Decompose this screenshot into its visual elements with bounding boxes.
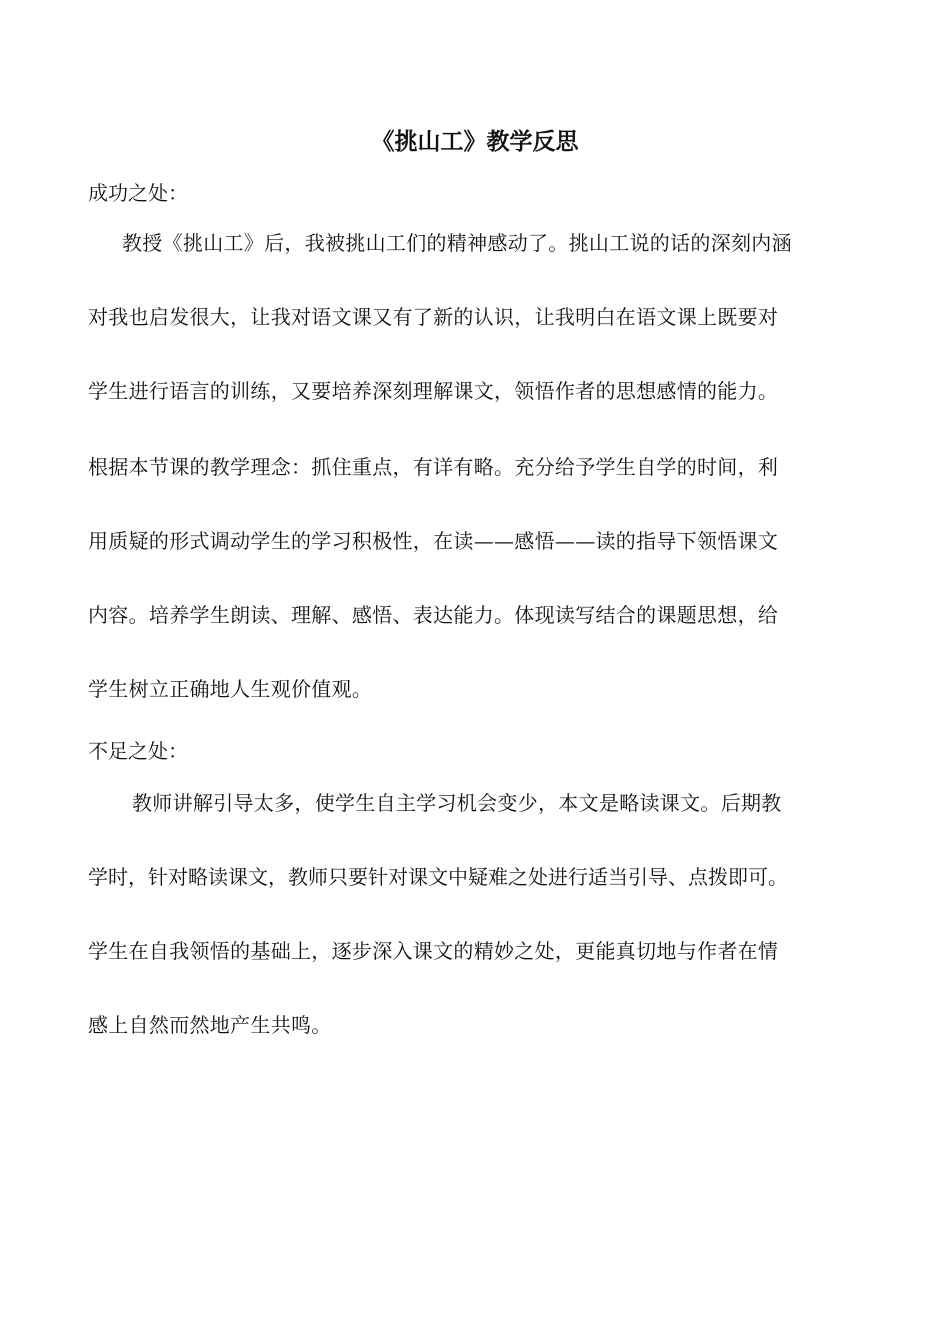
success-line-6: 内容。培养学生朗读、理解、感悟、表达能力。体现读写结合的课题思想，给 xyxy=(88,603,779,627)
shortcoming-line-2: 学时，针对略读课文，教师只要针对课文中疑难之处进行适当引导、点拨即可。 xyxy=(88,865,788,889)
success-line-1: 教授《挑山工》后，我被挑山工们的精神感动了。挑山工说的话的深刻内涵 xyxy=(122,231,792,255)
success-heading: 成功之处： xyxy=(88,181,188,205)
shortcoming-line-1: 教师讲解引导太多，使学生自主学习机会变少，本文是略读课文。后期教 xyxy=(132,791,782,815)
shortcoming-heading: 不足之处： xyxy=(88,739,188,763)
success-line-4: 根据本节课的教学理念：抓住重点，有详有略。充分给予学生自学的时间，利 xyxy=(88,455,779,479)
shortcoming-line-3: 学生在自我领悟的基础上，逐步深入课文的精妙之处，更能真切地与作者在情 xyxy=(88,939,779,963)
success-line-5: 用质疑的形式调动学生的学习积极性，在读——感悟——读的指导下领悟课文 xyxy=(88,529,779,553)
success-line-2: 对我也启发很大，让我对语文课又有了新的认识，让我明白在语文课上既要对 xyxy=(88,305,779,329)
document-title: 《挑山工》教学反思 xyxy=(371,129,579,155)
shortcoming-line-4: 感上自然而然地产生共鸣。 xyxy=(88,1013,332,1037)
success-line-7: 学生树立正确地人生观价值观。 xyxy=(88,677,373,701)
success-line-3: 学生进行语言的训练，又要培养深刻理解课文，领悟作者的思想感情的能力。 xyxy=(88,379,779,403)
